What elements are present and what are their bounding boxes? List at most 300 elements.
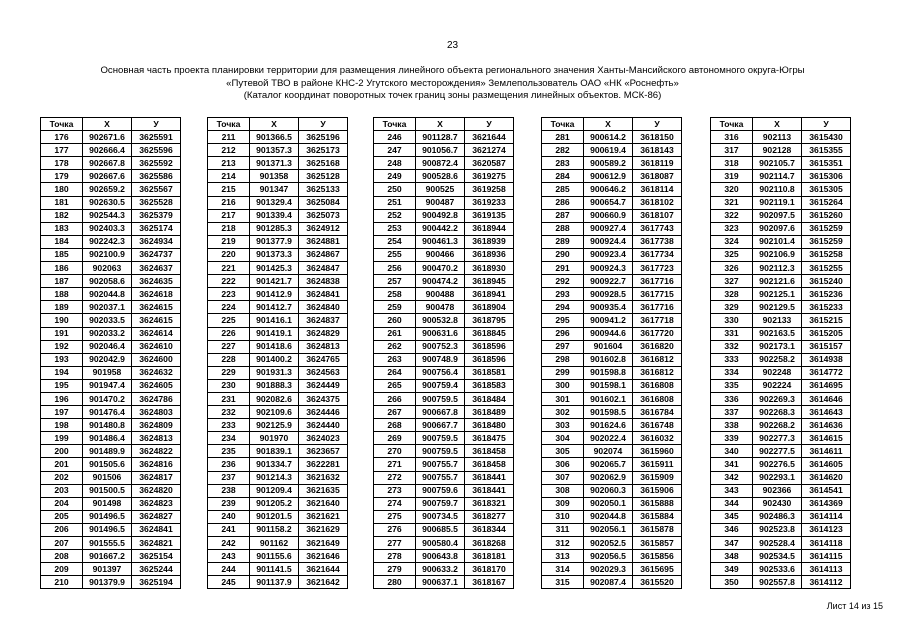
point-cell: 218 [208, 222, 250, 235]
point-cell: 328 [711, 288, 753, 301]
point-cell: 282 [542, 144, 584, 157]
x-cell: 901285.3 [250, 222, 299, 235]
y-cell: 3620587 [465, 157, 514, 170]
point-cell: 300 [542, 379, 584, 392]
point-cell: 347 [711, 537, 753, 550]
table-row [208, 353, 348, 366]
point-cell: 225 [208, 314, 250, 327]
y-cell: 3624632 [132, 366, 181, 379]
point-cell: 287 [542, 209, 584, 222]
point-cell: 318 [711, 157, 753, 170]
x-cell: 900643.8 [416, 550, 465, 563]
point-cell: 278 [374, 550, 416, 563]
y-cell: 3617723 [633, 262, 682, 275]
table-row [711, 340, 851, 353]
y-cell: 3625567 [132, 183, 181, 196]
point-cell: 226 [208, 327, 250, 340]
table-row [542, 576, 682, 589]
y-cell: 3624822 [132, 445, 181, 458]
point-cell: 290 [542, 248, 584, 261]
x-cell: 901470.2 [83, 392, 132, 405]
y-cell: 3615215 [802, 314, 851, 327]
table-row [374, 288, 514, 301]
y-cell: 3624820 [132, 484, 181, 497]
x-cell: 901347 [250, 183, 299, 196]
point-cell: 256 [374, 262, 416, 275]
table-row [711, 379, 851, 392]
y-cell: 3624765 [299, 353, 348, 366]
table-row [542, 353, 682, 366]
table-row [41, 340, 181, 353]
table-row [208, 248, 348, 261]
point-cell: 294 [542, 301, 584, 314]
x-cell: 900660.9 [584, 209, 633, 222]
y-cell: 3617743 [633, 222, 682, 235]
x-cell: 902666.4 [83, 144, 132, 157]
y-cell: 3624375 [299, 392, 348, 405]
table-row [374, 497, 514, 510]
x-cell: 902276.5 [753, 458, 802, 471]
point-cell: 258 [374, 288, 416, 301]
point-cell: 251 [374, 196, 416, 209]
point-cell: 184 [41, 235, 83, 248]
table-header-row [542, 118, 682, 131]
y-cell: 3615909 [633, 471, 682, 484]
table-row [542, 392, 682, 405]
y-cell: 3624610 [132, 340, 181, 353]
x-cell: 902630.5 [83, 196, 132, 209]
point-cell: 247 [374, 144, 416, 157]
y-cell: 3624615 [132, 314, 181, 327]
y-cell: 3618475 [465, 432, 514, 445]
y-cell: 3615255 [802, 262, 851, 275]
x-cell: 901480.8 [83, 419, 132, 432]
x-cell: 902667.8 [83, 157, 132, 170]
y-cell: 3615857 [633, 537, 682, 550]
x-cell: 900580.4 [416, 537, 465, 550]
point-cell: 234 [208, 432, 250, 445]
table-row [374, 340, 514, 353]
x-cell: 901214.3 [250, 471, 299, 484]
table-row [41, 471, 181, 484]
header-x: X [416, 118, 465, 131]
point-cell: 265 [374, 379, 416, 392]
y-cell: 3624440 [299, 419, 348, 432]
point-cell: 311 [542, 523, 584, 536]
y-cell: 3616032 [633, 432, 682, 445]
table-row [208, 157, 348, 170]
point-cell: 266 [374, 392, 416, 405]
point-cell: 283 [542, 157, 584, 170]
x-cell: 902022.4 [584, 432, 633, 445]
y-cell: 3615856 [633, 550, 682, 563]
point-cell: 317 [711, 144, 753, 157]
x-cell: 902044.8 [83, 288, 132, 301]
table-row [41, 183, 181, 196]
y-cell: 3616812 [633, 366, 682, 379]
point-cell: 350 [711, 576, 753, 589]
table-row [374, 523, 514, 536]
x-cell: 900589.2 [584, 157, 633, 170]
table-row [41, 248, 181, 261]
table-row [711, 366, 851, 379]
y-cell: 3621646 [299, 550, 348, 563]
x-cell: 902100.9 [83, 248, 132, 261]
point-cell: 207 [41, 537, 83, 550]
x-cell: 902050.1 [584, 497, 633, 510]
point-cell: 210 [41, 576, 83, 589]
point-cell: 306 [542, 458, 584, 471]
table-row [41, 275, 181, 288]
table-row [208, 366, 348, 379]
point-cell: 242 [208, 537, 250, 550]
x-cell: 900614.2 [584, 131, 633, 144]
table-row [542, 458, 682, 471]
x-cell: 900470.2 [416, 262, 465, 275]
x-cell: 902163.5 [753, 327, 802, 340]
point-cell: 183 [41, 222, 83, 235]
point-cell: 239 [208, 497, 250, 510]
point-cell: 333 [711, 353, 753, 366]
coordinate-table [373, 117, 514, 589]
table-row [374, 537, 514, 550]
x-cell: 900748.9 [416, 353, 465, 366]
x-cell: 901555.5 [83, 537, 132, 550]
point-cell: 277 [374, 537, 416, 550]
y-cell: 3618845 [465, 327, 514, 340]
y-cell: 3615236 [802, 288, 851, 301]
point-cell: 336 [711, 392, 753, 405]
y-cell: 3618321 [465, 497, 514, 510]
x-cell: 902667.6 [83, 170, 132, 183]
x-cell: 900488 [416, 288, 465, 301]
point-cell: 252 [374, 209, 416, 222]
table-row [208, 222, 348, 235]
x-cell: 902430 [753, 497, 802, 510]
y-cell: 3618087 [633, 170, 682, 183]
point-cell: 309 [542, 497, 584, 510]
point-cell: 330 [711, 314, 753, 327]
y-cell: 3619258 [465, 183, 514, 196]
point-cell: 257 [374, 275, 416, 288]
table-row [374, 262, 514, 275]
point-cell: 217 [208, 209, 250, 222]
title-line-1: Основная часть проекта планировки территории для размещения линейного объекта регионального значения Ханты-Мансийского автономного округа-Югры [100, 65, 805, 76]
y-cell: 3621644 [299, 563, 348, 576]
table-row [41, 222, 181, 235]
y-cell: 3617738 [633, 235, 682, 248]
table-row [542, 248, 682, 261]
x-cell: 901128.7 [416, 131, 465, 144]
point-cell: 304 [542, 432, 584, 445]
table-row [208, 170, 348, 183]
y-cell: 3617734 [633, 248, 682, 261]
point-cell: 343 [711, 484, 753, 497]
point-cell: 279 [374, 563, 416, 576]
table-row [374, 157, 514, 170]
x-cell: 902523.8 [753, 523, 802, 536]
x-cell: 902528.4 [753, 537, 802, 550]
y-cell: 3624786 [132, 392, 181, 405]
x-cell: 902037.1 [83, 301, 132, 314]
table-row [41, 131, 181, 144]
x-cell: 900442.2 [416, 222, 465, 235]
table-row [711, 262, 851, 275]
point-cell: 341 [711, 458, 753, 471]
point-cell: 231 [208, 392, 250, 405]
point-cell: 176 [41, 131, 83, 144]
table-row [208, 262, 348, 275]
table-row [711, 563, 851, 576]
table-row [542, 209, 682, 222]
y-cell: 3616748 [633, 419, 682, 432]
y-cell: 3618930 [465, 262, 514, 275]
point-cell: 285 [542, 183, 584, 196]
point-cell: 344 [711, 497, 753, 510]
table-row [41, 288, 181, 301]
point-cell: 296 [542, 327, 584, 340]
x-cell: 900755.7 [416, 458, 465, 471]
point-cell: 272 [374, 471, 416, 484]
table-row [542, 550, 682, 563]
table-row [711, 327, 851, 340]
y-cell: 3616820 [633, 340, 682, 353]
y-cell: 3618936 [465, 248, 514, 261]
table-row [711, 235, 851, 248]
x-cell: 901339.4 [250, 209, 299, 222]
x-cell: 900941.2 [584, 314, 633, 327]
x-cell: 900461.3 [416, 235, 465, 248]
y-cell: 3625168 [299, 157, 348, 170]
point-cell: 189 [41, 301, 83, 314]
y-cell: 3625073 [299, 209, 348, 222]
x-cell: 901496.5 [83, 523, 132, 536]
table-row [542, 406, 682, 419]
point-cell: 298 [542, 353, 584, 366]
point-cell: 200 [41, 445, 83, 458]
point-cell: 314 [542, 563, 584, 576]
y-cell: 3614112 [802, 576, 851, 589]
x-cell: 901412.7 [250, 301, 299, 314]
x-cell: 901947.4 [83, 379, 132, 392]
x-cell: 902128 [753, 144, 802, 157]
x-cell: 901888.3 [250, 379, 299, 392]
table-row [542, 537, 682, 550]
table-row [542, 170, 682, 183]
y-cell: 3615205 [802, 327, 851, 340]
x-cell: 900923.4 [584, 248, 633, 261]
y-cell: 3625196 [299, 131, 348, 144]
point-cell: 203 [41, 484, 83, 497]
x-cell: 900654.7 [584, 196, 633, 209]
point-cell: 260 [374, 314, 416, 327]
point-cell: 193 [41, 353, 83, 366]
point-cell: 250 [374, 183, 416, 196]
table-row [374, 353, 514, 366]
table-row [208, 419, 348, 432]
x-cell: 902173.1 [753, 340, 802, 353]
y-cell: 3615157 [802, 340, 851, 353]
y-cell: 3618441 [465, 484, 514, 497]
x-cell: 902062.9 [584, 471, 633, 484]
point-cell: 313 [542, 550, 584, 563]
x-cell: 902533.6 [753, 563, 802, 576]
y-cell: 3617716 [633, 301, 682, 314]
x-cell: 902659.2 [83, 183, 132, 196]
x-cell: 901419.1 [250, 327, 299, 340]
point-cell: 288 [542, 222, 584, 235]
x-cell: 901476.4 [83, 406, 132, 419]
y-cell: 3618170 [465, 563, 514, 576]
y-cell: 3621649 [299, 537, 348, 550]
point-cell: 334 [711, 366, 753, 379]
x-cell: 900752.3 [416, 340, 465, 353]
y-cell: 3618458 [465, 445, 514, 458]
x-cell: 901598.5 [584, 406, 633, 419]
x-cell: 902293.1 [753, 471, 802, 484]
table-row [374, 183, 514, 196]
table-row [41, 537, 181, 550]
y-cell: 3614646 [802, 392, 851, 405]
x-cell: 902110.8 [753, 183, 802, 196]
point-cell: 194 [41, 366, 83, 379]
table-row [41, 379, 181, 392]
sheet-label: Лист 14 из 15 [826, 601, 883, 611]
y-cell: 3624841 [132, 523, 181, 536]
table-row [374, 406, 514, 419]
y-cell: 3616808 [633, 392, 682, 405]
y-cell: 3618150 [633, 131, 682, 144]
table-row [542, 314, 682, 327]
point-cell: 346 [711, 523, 753, 536]
point-cell: 324 [711, 235, 753, 248]
table-row [208, 131, 348, 144]
table-row [711, 183, 851, 196]
x-cell: 901931.3 [250, 366, 299, 379]
table-row [542, 301, 682, 314]
y-cell: 3615264 [802, 196, 851, 209]
y-cell: 3624934 [132, 235, 181, 248]
y-cell: 3618480 [465, 419, 514, 432]
y-cell: 3622281 [299, 458, 348, 471]
table-row [711, 288, 851, 301]
table-row [41, 458, 181, 471]
point-cell: 308 [542, 484, 584, 497]
point-cell: 305 [542, 445, 584, 458]
x-cell: 901489.9 [83, 445, 132, 458]
table-row [711, 576, 851, 589]
y-cell: 3615960 [633, 445, 682, 458]
header-x: X [83, 118, 132, 131]
table-row [542, 131, 682, 144]
point-cell: 326 [711, 262, 753, 275]
table-row [542, 183, 682, 196]
point-cell: 216 [208, 196, 250, 209]
y-cell: 3625194 [132, 576, 181, 589]
table-row [41, 563, 181, 576]
y-cell: 3615884 [633, 510, 682, 523]
table-row [208, 523, 348, 536]
table-row [711, 144, 851, 157]
x-cell: 901329.4 [250, 196, 299, 209]
table-row [208, 144, 348, 157]
table-row [542, 327, 682, 340]
point-cell: 236 [208, 458, 250, 471]
point-cell: 187 [41, 275, 83, 288]
point-cell: 284 [542, 170, 584, 183]
point-cell: 228 [208, 353, 250, 366]
point-cell: 301 [542, 392, 584, 405]
table-row [542, 222, 682, 235]
y-cell: 3624809 [132, 419, 181, 432]
point-cell: 320 [711, 183, 753, 196]
x-cell: 900633.2 [416, 563, 465, 576]
y-cell: 3621632 [299, 471, 348, 484]
x-cell: 902133 [753, 314, 802, 327]
x-cell: 900492.8 [416, 209, 465, 222]
y-cell: 3615259 [802, 222, 851, 235]
table-row [41, 550, 181, 563]
point-cell: 262 [374, 340, 416, 353]
x-cell: 901205.2 [250, 497, 299, 510]
point-cell: 235 [208, 445, 250, 458]
point-cell: 191 [41, 327, 83, 340]
y-cell: 3625591 [132, 131, 181, 144]
y-cell: 3614123 [802, 523, 851, 536]
x-cell: 901425.3 [250, 262, 299, 275]
point-cell: 219 [208, 235, 250, 248]
header-point: Точка [208, 118, 250, 131]
y-cell: 3624840 [299, 301, 348, 314]
x-cell: 900528.6 [416, 170, 465, 183]
point-cell: 303 [542, 419, 584, 432]
table-row [711, 510, 851, 523]
point-cell: 181 [41, 196, 83, 209]
point-cell: 212 [208, 144, 250, 157]
table-row [374, 196, 514, 209]
x-cell: 902113 [753, 131, 802, 144]
table-row [41, 497, 181, 510]
y-cell: 3614113 [802, 563, 851, 576]
table-row [41, 327, 181, 340]
table-row [542, 432, 682, 445]
x-cell: 900487 [416, 196, 465, 209]
point-cell: 197 [41, 406, 83, 419]
point-cell: 316 [711, 131, 753, 144]
table-row [41, 170, 181, 183]
table-row [374, 131, 514, 144]
y-cell: 3624813 [132, 432, 181, 445]
x-cell: 900466 [416, 248, 465, 261]
x-cell: 900667.7 [416, 419, 465, 432]
y-cell: 3615259 [802, 235, 851, 248]
point-cell: 274 [374, 497, 416, 510]
y-cell: 3625173 [299, 144, 348, 157]
x-cell: 901602.1 [584, 392, 633, 405]
table-row [41, 419, 181, 432]
y-cell: 3614938 [802, 353, 851, 366]
point-cell: 196 [41, 392, 83, 405]
y-cell: 3615233 [802, 301, 851, 314]
x-cell: 902544.3 [83, 209, 132, 222]
table-row [374, 419, 514, 432]
point-cell: 211 [208, 131, 250, 144]
header-x: X [250, 118, 299, 131]
table-row [711, 248, 851, 261]
y-cell: 3624816 [132, 458, 181, 471]
title-line-2: «Путевой ТВО в районе КНС-2 Угутского месторождения» Землепользователь ОАО «НК «Роснефть» [226, 77, 679, 89]
coordinate-table [541, 117, 682, 589]
